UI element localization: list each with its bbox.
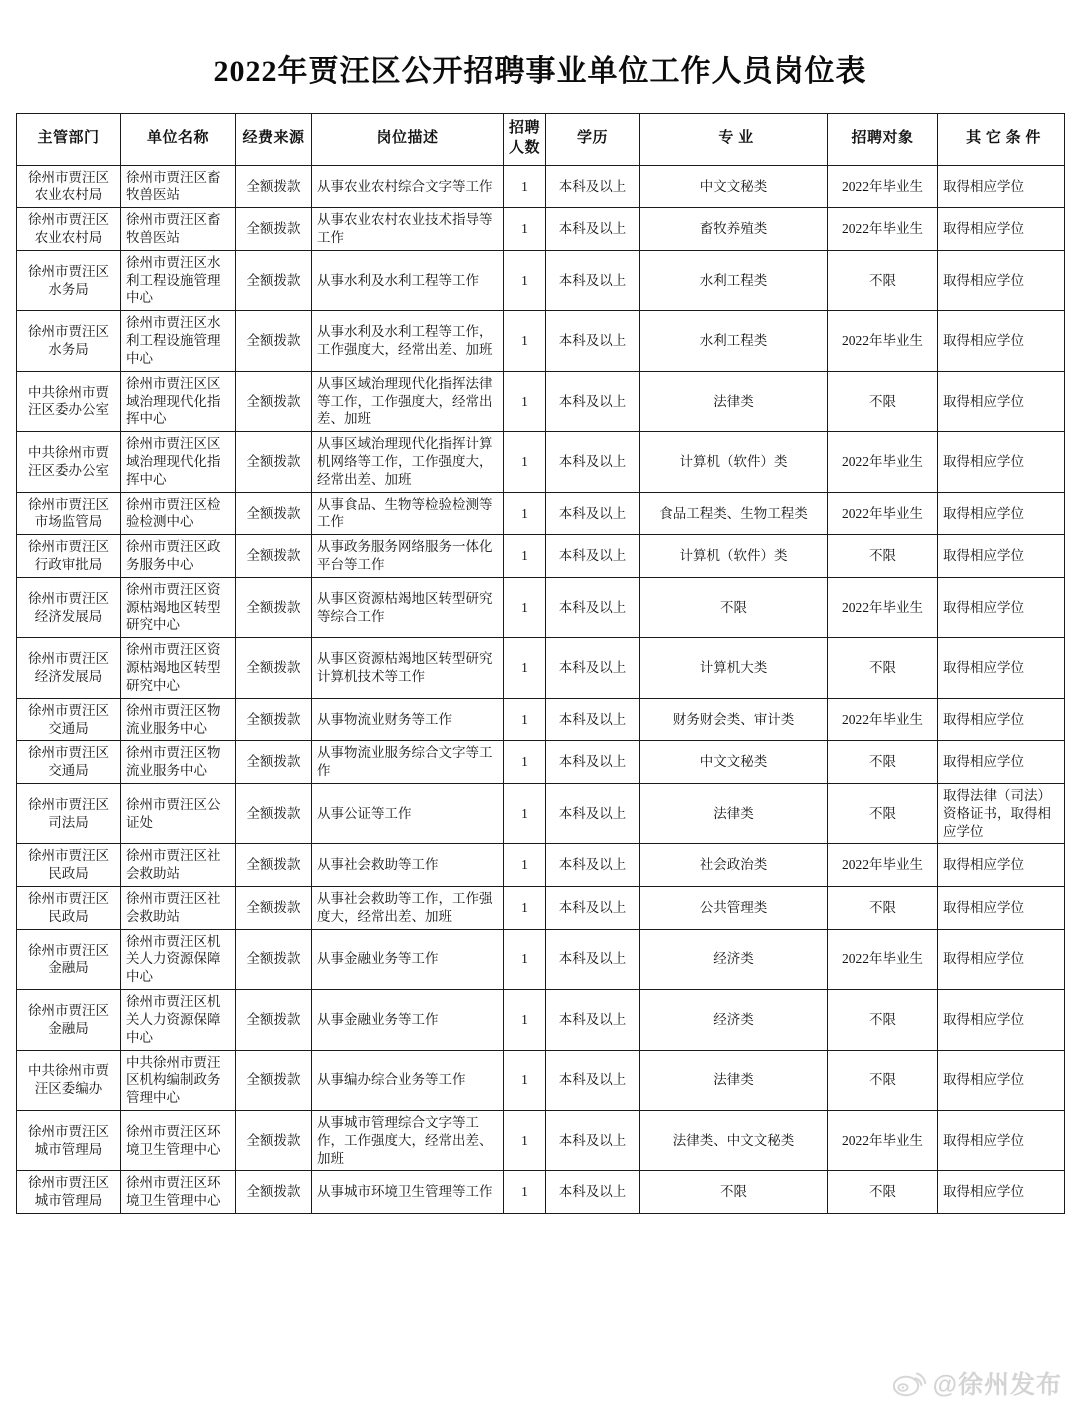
cell-department: 中共徐州市贾汪区委办公室 [17,371,121,431]
cell-unit: 徐州市贾汪区社会救助站 [121,844,236,887]
table-row [17,929,1065,989]
cell-job-description: 从事区资源枯竭地区转型研究等综合工作 [312,577,504,637]
table-row [17,887,1065,930]
cell-unit: 徐州市贾汪区资源枯竭地区转型研究中心 [121,577,236,637]
cell-job-description: 从事政务服务网络服务一体化平台等工作 [312,535,504,578]
table-row [17,741,1065,784]
cell-job-description: 从事物流业财务等工作 [312,698,504,741]
cell-other: 取得相应学位 [938,208,1065,251]
cell-headcount: 1 [504,250,546,310]
cell-headcount: 1 [504,371,546,431]
cell-other: 取得相应学位 [938,432,1065,492]
cell-target: 2022年毕业生 [828,577,938,637]
cell-department: 徐州市贾汪区司法局 [17,783,121,843]
cell-job-description: 从事金融业务等工作 [312,929,504,989]
cell-target: 不限 [828,741,938,784]
cell-other: 取得相应学位 [938,371,1065,431]
cell-major: 法律类、中文文秘类 [640,1110,828,1170]
cell-unit: 徐州市贾汪区水利工程设施管理中心 [121,311,236,371]
cell-unit: 徐州市贾汪区机关人力资源保障中心 [121,929,236,989]
cell-headcount: 1 [504,1110,546,1170]
cell-education: 本科及以上 [546,1050,640,1110]
cell-department: 徐州市贾汪区水务局 [17,311,121,371]
cell-education: 本科及以上 [546,844,640,887]
cell-target: 不限 [828,1050,938,1110]
cell-headcount: 1 [504,783,546,843]
cell-unit: 徐州市贾汪区环境卫生管理中心 [121,1110,236,1170]
cell-unit: 徐州市贾汪区区域治理现代化指挥中心 [121,432,236,492]
cell-department: 徐州市贾汪区经济发展局 [17,638,121,698]
cell-department: 徐州市贾汪区交通局 [17,741,121,784]
cell-job-description: 从事社会救助等工作，工作强度大，经常出差、加班 [312,887,504,930]
column-header-education: 学历 [546,113,640,165]
cell-unit: 徐州市贾汪区检验检测中心 [121,492,236,535]
column-header-target: 招聘对象 [828,113,938,165]
watermark [893,1365,1062,1401]
cell-funding: 全额拨款 [236,165,312,208]
cell-education: 本科及以上 [546,990,640,1050]
cell-major: 计算机（软件）类 [640,535,828,578]
cell-major: 经济类 [640,990,828,1050]
column-header-headcount [504,113,546,165]
column-header-headcount-line2: 人数 [508,140,540,157]
cell-unit: 徐州市贾汪区物流业服务中心 [121,698,236,741]
cell-target: 2022年毕业生 [828,844,938,887]
cell-other: 取得相应学位 [938,311,1065,371]
cell-department: 中共徐州市贾汪区委编办 [17,1050,121,1110]
cell-target: 2022年毕业生 [828,698,938,741]
cell-major: 计算机（软件）类 [640,432,828,492]
table-row [17,638,1065,698]
table-row [17,844,1065,887]
cell-headcount: 1 [504,311,546,371]
page-root [0,20,1080,1407]
cell-department: 徐州市贾汪区市场监管局 [17,492,121,535]
cell-education: 本科及以上 [546,929,640,989]
cell-job-description: 从事公证等工作 [312,783,504,843]
cell-other: 取得相应学位 [938,577,1065,637]
cell-major: 法律类 [640,371,828,431]
cell-education: 本科及以上 [546,638,640,698]
cell-unit: 徐州市贾汪区物流业服务中心 [121,741,236,784]
cell-department: 徐州市贾汪区民政局 [17,887,121,930]
cell-target: 2022年毕业生 [828,432,938,492]
cell-funding: 全额拨款 [236,1050,312,1110]
cell-major: 食品工程类、生物工程类 [640,492,828,535]
cell-job-description: 从事水利及水利工程等工作，工作强度大，经常出差、加班 [312,311,504,371]
cell-major: 中文文秘类 [640,741,828,784]
cell-headcount: 1 [504,929,546,989]
cell-department: 徐州市贾汪区金融局 [17,929,121,989]
cell-funding: 全额拨款 [236,250,312,310]
column-header-unit: 单位名称 [121,113,236,165]
cell-headcount: 1 [504,990,546,1050]
cell-funding: 全额拨款 [236,577,312,637]
cell-target: 2022年毕业生 [828,208,938,251]
cell-funding: 全额拨款 [236,741,312,784]
cell-education: 本科及以上 [546,887,640,930]
cell-education: 本科及以上 [546,250,640,310]
cell-target: 2022年毕业生 [828,929,938,989]
cell-education: 本科及以上 [546,492,640,535]
cell-funding: 全额拨款 [236,844,312,887]
cell-funding: 全额拨款 [236,535,312,578]
cell-education: 本科及以上 [546,208,640,251]
cell-major: 社会政治类 [640,844,828,887]
cell-other: 取得相应学位 [938,844,1065,887]
cell-target: 不限 [828,887,938,930]
table-row [17,432,1065,492]
cell-department: 徐州市贾汪区行政审批局 [17,535,121,578]
table-row [17,783,1065,843]
cell-department: 徐州市贾汪区农业农村局 [17,208,121,251]
cell-education: 本科及以上 [546,535,640,578]
page-title: 2022年贾汪区公开招聘事业单位工作人员岗位表 [213,55,867,89]
table-header-row [17,113,1065,165]
cell-job-description: 从事城市环境卫生管理等工作 [312,1171,504,1214]
cell-education: 本科及以上 [546,371,640,431]
column-header-headcount-line1: 招聘 [508,120,540,137]
cell-funding: 全额拨款 [236,638,312,698]
cell-unit: 徐州市贾汪区畜牧兽医站 [121,208,236,251]
cell-job-description: 从事水利及水利工程等工作 [312,250,504,310]
table-row [17,990,1065,1050]
cell-funding: 全额拨款 [236,1110,312,1170]
cell-department: 徐州市贾汪区城市管理局 [17,1171,121,1214]
cell-department: 徐州市贾汪区城市管理局 [17,1110,121,1170]
cell-department: 徐州市贾汪区水务局 [17,250,121,310]
cell-funding: 全额拨款 [236,783,312,843]
cell-other: 取得相应学位 [938,492,1065,535]
cell-target: 2022年毕业生 [828,1110,938,1170]
cell-major: 法律类 [640,1050,828,1110]
cell-unit: 徐州市贾汪区机关人力资源保障中心 [121,990,236,1050]
table-row [17,250,1065,310]
table-row [17,535,1065,578]
cell-funding: 全额拨款 [236,990,312,1050]
cell-major: 经济类 [640,929,828,989]
cell-other: 取得法律（司法）资格证书，取得相应学位 [938,783,1065,843]
cell-education: 本科及以上 [546,432,640,492]
cell-major: 法律类 [640,783,828,843]
cell-funding: 全额拨款 [236,208,312,251]
cell-target: 不限 [828,990,938,1050]
column-header-other: 其 它 条 件 [938,113,1065,165]
cell-major: 水利工程类 [640,250,828,310]
cell-department: 徐州市贾汪区农业农村局 [17,165,121,208]
job-listing-table-container [16,113,1064,1214]
cell-other: 取得相应学位 [938,990,1065,1050]
cell-job-description: 从事编办综合业务等工作 [312,1050,504,1110]
cell-other: 取得相应学位 [938,1110,1065,1170]
cell-education: 本科及以上 [546,741,640,784]
watermark-text: @徐州发布 [932,1371,1062,1400]
cell-department: 徐州市贾汪区交通局 [17,698,121,741]
table-row [17,311,1065,371]
cell-education: 本科及以上 [546,783,640,843]
column-header-department: 主管部门 [17,113,121,165]
cell-funding: 全额拨款 [236,929,312,989]
cell-other: 取得相应学位 [938,698,1065,741]
cell-major: 计算机大类 [640,638,828,698]
cell-job-description: 从事农业农村农业技术指导等工作 [312,208,504,251]
cell-education: 本科及以上 [546,577,640,637]
cell-target: 不限 [828,1171,938,1214]
cell-headcount: 1 [504,698,546,741]
cell-unit: 中共徐州市贾汪区机构编制政务管理中心 [121,1050,236,1110]
table-row [17,1171,1065,1214]
cell-headcount: 1 [504,432,546,492]
cell-unit: 徐州市贾汪区资源枯竭地区转型研究中心 [121,638,236,698]
table-row [17,698,1065,741]
cell-other: 取得相应学位 [938,638,1065,698]
cell-job-description: 从事区资源枯竭地区转型研究计算机技术等工作 [312,638,504,698]
cell-job-description: 从事区域治理现代化指挥计算机网络等工作，工作强度大，经常出差、加班 [312,432,504,492]
cell-target: 2022年毕业生 [828,311,938,371]
cell-department: 徐州市贾汪区金融局 [17,990,121,1050]
cell-job-description: 从事农业农村综合文字等工作 [312,165,504,208]
cell-job-description: 从事物流业服务综合文字等工作 [312,741,504,784]
cell-target: 不限 [828,783,938,843]
cell-headcount: 1 [504,741,546,784]
cell-headcount: 1 [504,844,546,887]
cell-headcount: 1 [504,492,546,535]
cell-target: 不限 [828,535,938,578]
cell-headcount: 1 [504,577,546,637]
cell-education: 本科及以上 [546,1110,640,1170]
column-header-funding: 经费来源 [236,113,312,165]
job-listing-table [16,113,1065,1214]
cell-target: 2022年毕业生 [828,492,938,535]
cell-major: 财务财会类、审计类 [640,698,828,741]
cell-funding: 全额拨款 [236,887,312,930]
cell-funding: 全额拨款 [236,371,312,431]
table-row [17,371,1065,431]
table-row [17,1110,1065,1170]
cell-other: 取得相应学位 [938,741,1065,784]
cell-unit: 徐州市贾汪区环境卫生管理中心 [121,1171,236,1214]
cell-other: 取得相应学位 [938,929,1065,989]
cell-other: 取得相应学位 [938,1171,1065,1214]
cell-major: 不限 [640,577,828,637]
cell-headcount: 1 [504,535,546,578]
cell-headcount: 1 [504,1050,546,1110]
table-row [17,1050,1065,1110]
cell-department: 中共徐州市贾汪区委办公室 [17,432,121,492]
cell-unit: 徐州市贾汪区畜牧兽医站 [121,165,236,208]
cell-job-description: 从事城市管理综合文字等工作，工作强度大，经常出差、加班 [312,1110,504,1170]
cell-education: 本科及以上 [546,1171,640,1214]
table-header [17,113,1065,165]
cell-education: 本科及以上 [546,698,640,741]
column-header-job-description: 岗位描述 [312,113,504,165]
cell-major: 水利工程类 [640,311,828,371]
cell-job-description: 从事食品、生物等检验检测等工作 [312,492,504,535]
cell-unit: 徐州市贾汪区水利工程设施管理中心 [121,250,236,310]
cell-funding: 全额拨款 [236,698,312,741]
cell-major: 公共管理类 [640,887,828,930]
cell-funding: 全额拨款 [236,1171,312,1214]
cell-job-description: 从事社会救助等工作 [312,844,504,887]
cell-target: 不限 [828,371,938,431]
cell-unit: 徐州市贾汪区社会救助站 [121,887,236,930]
cell-funding: 全额拨款 [236,492,312,535]
cell-job-description: 从事金融业务等工作 [312,990,504,1050]
cell-education: 本科及以上 [546,165,640,208]
weibo-logo-icon [893,1369,927,1397]
cell-unit: 徐州市贾汪区政务服务中心 [121,535,236,578]
cell-target: 不限 [828,250,938,310]
cell-other: 取得相应学位 [938,165,1065,208]
cell-major: 不限 [640,1171,828,1214]
cell-headcount: 1 [504,1171,546,1214]
cell-target: 不限 [828,638,938,698]
cell-education: 本科及以上 [546,311,640,371]
cell-department: 徐州市贾汪区民政局 [17,844,121,887]
table-row [17,492,1065,535]
cell-unit: 徐州市贾汪区公证处 [121,783,236,843]
cell-department: 徐州市贾汪区经济发展局 [17,577,121,637]
cell-headcount: 1 [504,208,546,251]
cell-major: 中文文秘类 [640,165,828,208]
cell-major: 畜牧养殖类 [640,208,828,251]
cell-other: 取得相应学位 [938,535,1065,578]
table-body [17,165,1065,1213]
cell-other: 取得相应学位 [938,250,1065,310]
cell-unit: 徐州市贾汪区区域治理现代化指挥中心 [121,371,236,431]
cell-headcount: 1 [504,165,546,208]
cell-target: 2022年毕业生 [828,165,938,208]
table-row [17,165,1065,208]
cell-funding: 全额拨款 [236,311,312,371]
cell-other: 取得相应学位 [938,887,1065,930]
column-header-major: 专 业 [640,113,828,165]
cell-job-description: 从事区域治理现代化指挥法律等工作，工作强度大，经常出差、加班 [312,371,504,431]
table-row [17,577,1065,637]
cell-funding: 全额拨款 [236,432,312,492]
table-row [17,208,1065,251]
cell-other: 取得相应学位 [938,1050,1065,1110]
cell-headcount: 1 [504,887,546,930]
cell-headcount: 1 [504,638,546,698]
